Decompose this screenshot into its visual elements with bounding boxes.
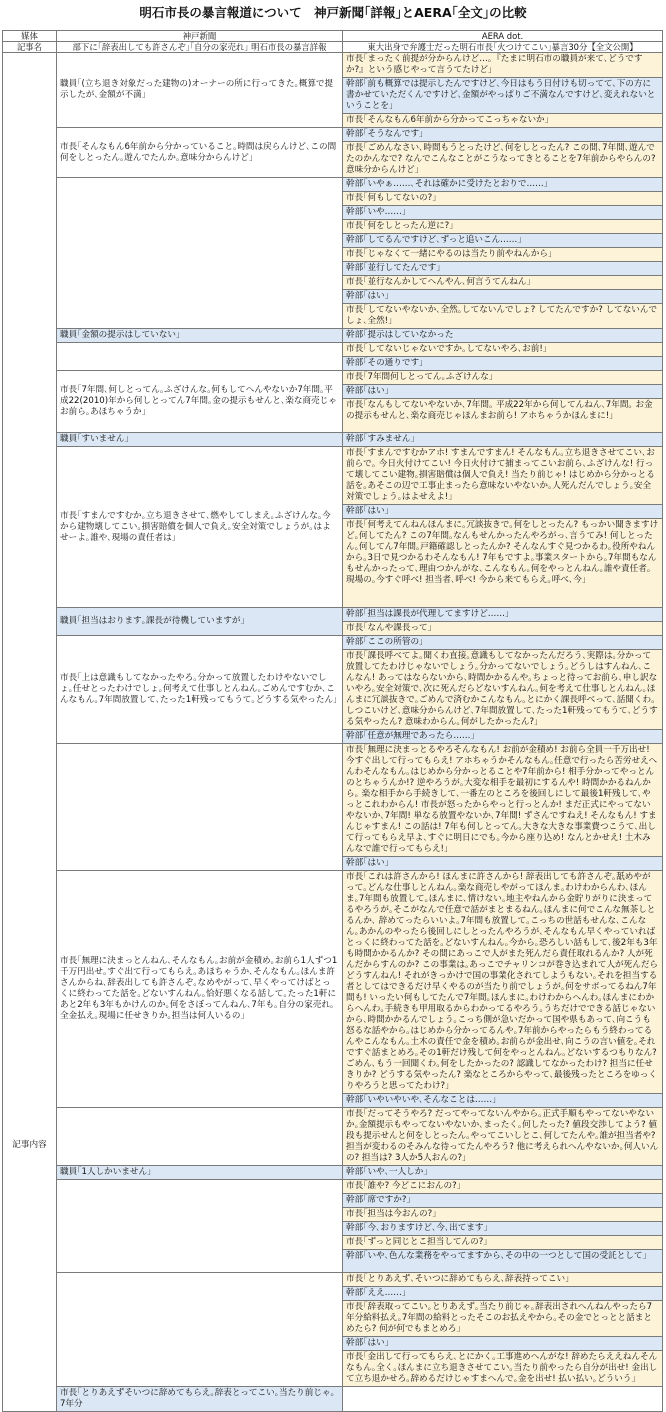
kobe-quote-cell	[57, 343, 343, 371]
aera-quote-cell: 市長｢してないじゃないですか｡してないやろ､お前!｣	[343, 343, 663, 357]
aera-quote-cell: 市長｢並行なんかしてへんやん､何言うてんねん｣	[343, 276, 663, 290]
aera-quote-cell: 幹部｢はい｣	[343, 290, 663, 304]
kobe-quote-cell: 職員｢すいません｣	[57, 433, 343, 447]
aera-quote-cell: 幹部｢してるんですけど､ずっと追いこん……｣	[343, 234, 663, 248]
aera-quote-cell: 市長｢まったく前提が分からんけど…｡『たまに明石市の職員が来て､どうですか?』という感じやって言うてたけど｣	[343, 53, 663, 78]
kobe-quote-cell: 市長｢7年間､何しとってん｡ふざけんな｡何もしてへんやないか7年間｡平成22(2010)年から何しとってん7年間｡金の提示もせんと､楽な商売じゃお前ら｡あほちゃうか｣	[57, 371, 343, 433]
aera-quote-cell: 幹部｢席ですか?｣	[343, 1194, 663, 1208]
page-title: 明石市長の暴言報道について 神戸新聞｢詳報｣とAERA｢全文｣の比較	[139, 5, 527, 20]
aera-quote-cell: 幹部｢提示はしていなかった	[343, 329, 663, 343]
table-row	[3, 608, 663, 622]
table-row	[3, 1387, 663, 1412]
aera-quote-cell: 幹部｢いやぁ……､それは確かに受けたとおりで……｣	[343, 178, 663, 192]
header-row-article	[3, 42, 663, 53]
header-kobe-article-title: 部下に｢辞表出しても許さんぞ｣｢自分の家売れ｣ 明石市長の暴言詳報	[57, 42, 343, 53]
table-row	[3, 744, 663, 857]
aera-quote-cell: 幹部｢いや､色んな業務をやってますから､その中の一つとして国の受託として｣	[343, 1250, 663, 1273]
table-row	[3, 871, 663, 1094]
table-row	[3, 371, 663, 385]
aera-quote-cell: 幹部｢ええ……｣	[343, 1287, 663, 1301]
kobe-quote-cell	[57, 178, 343, 329]
aera-quote-cell: 市長｢何をしとったん逆に?｣	[343, 220, 663, 234]
aera-quote-cell: 市長｢課長呼べてよ｡聞くわ直接｡意識もしてなかったんだろう､実際は｡分かって放置してたわけじゃないでしょう｡分かってないでしょう｡どうしはすんねん､こんなん! あってはならないから､時間かかるんや｡ちょっと待ってお前ら､申し訳ないやろ｡安全対策で､次に死んだらどないすんねん｡何を考えて仕事しとんねん｡ほんまに冗談抜きで｡ごめんで済むかこんなもん｡とにかく課長呼べって､話聞くわ｡しつこいけど､意味分からんけど､7年間放置して､たった1軒残ってもうて､どうする気やったん? 意味わからん｡何がしたかったん?｣	[343, 650, 663, 730]
aera-quote-cell: 幹部｢前も概算では提示したんですけど､今日はもう日付けも切ってて､下の方に書かせていただくんですけど､金額がやっぱりご不満なんですけど､変えれないということを｣	[343, 78, 663, 114]
header-kobe: 神戸新聞	[57, 31, 343, 42]
kobe-quote-cell: 市長｢とりあえずそいつに辞めてもらえ｡辞表とってこい｡当たり前じゃ｡7年分	[57, 1387, 343, 1412]
aera-quote-cell: 市長｢そんなもん6年前から分かってこっちゃないか｣	[343, 114, 663, 128]
aera-quote-cell	[343, 1387, 663, 1412]
aera-quote-cell: 市長｢すまんですむかアホ! すまんですまん! そんなもん｡立ち退きさせてこい､お前らで｡ 今日火付けてこい! 今日火付けて捕まってこいお前ら､ふざけんな! 行って壊してこい建物｡損害賠償は個人で負え! 当たり前じゃ! はじめから分かっとる話を｡あそこの辺で工事止まったら意味ないやないか｡人死んだんでしょう｡安全対策でしょう｡はよせえよ!｣	[343, 447, 663, 505]
aera-quote-cell: 市長｢なんや課長って｣	[343, 622, 663, 636]
table-row	[3, 447, 663, 505]
table-row	[3, 636, 663, 650]
table-row	[3, 329, 663, 343]
aera-quote-cell: 市長｢ごめんなさい､時間もうとったけど､何をしとったん? この間､7年間､遊んでたのかんなで? なんでこんなことがこうなってきとることを7年前からやらんの? 意味分からんけど｣	[343, 142, 663, 178]
aera-quote-cell: 市長｢何考えてんねんほんまに｡冗談抜きで｡何をしとったん? もっかい聞きますけど｡何してたん? この7年間｡なんもせんかったんやろがっ､言うてみ! 何しとったん｡何してん7年間｡戸籍確認しとったんか? そんなんすぐ見つかるわ｡役所やねんから｡3日で見つかるわそんなもん! 7年もですよ｡事業スタートから｡7年間もなんもせんかったって､理由つかんがな､こんなもん｡何をやっとんねん｡誰や責任者｡現場の｡今すぐ呼べ! 担当者､呼べ! 今から来てもらえ｡呼べ､今｣	[343, 519, 663, 608]
aera-quote-cell: 市長｢だってそうやろ? だってやってないんやから｡正式手順もやってないやないか｡金額提示もやってないやないか､まったく｡何したった? 値段交渉してよう? 値段も提示せんと何をしとったん｡やってこいしとこ､何してたんや｡誰が担当者や? 担当が変わるのそみんな待ってたんやろう? 他に考えられへんやないか｡何人いんの? 担当は? 3人か5人おんの?｣	[343, 1108, 663, 1166]
table-row	[3, 53, 663, 78]
kobe-quote-cell	[57, 1108, 343, 1166]
header-aera: AERA dot.	[343, 31, 663, 42]
aera-quote-cell: 市長｢してないやないか､全然｡してないんでしょ? してたんですか? してないんでしょ､全然!｣	[343, 304, 663, 329]
table-row	[3, 128, 663, 142]
aera-quote-cell: 幹部｢いや……｣	[343, 206, 663, 220]
table-row	[3, 1166, 663, 1180]
aera-quote-cell: 幹部｢並行してたんです｣	[343, 262, 663, 276]
table-row	[3, 433, 663, 447]
kobe-quote-cell: 市長｢上は意識もしてなかったやろ｡分かって放置したわけやないでしょ｡任せとったわけでしょ｡何考えて仕事しとんねん｡ごめんですむか､こんなもん｡7年間放置して､たった1軒残ってもうて｡どうする気やったん｣	[57, 636, 343, 744]
aera-quote-cell: 幹部｢そうなんです｣	[343, 128, 663, 142]
aera-quote-cell: 幹部｢はい｣	[343, 505, 663, 519]
table-row	[3, 1180, 663, 1194]
kobe-quote-cell: 職員｢(立ち退き対象だった建物の)オーナーの所に行ってきた｡概算で提示したが､金額が不満｣	[57, 53, 343, 128]
aera-quote-cell: 幹部｢すみません｣	[343, 433, 663, 447]
aera-quote-cell: 幹部｢担当は課長が代理してますけど……｣	[343, 608, 663, 622]
aera-quote-cell: 市長｢担当は今おんの?｣	[343, 1208, 663, 1222]
header-media-label: 媒体	[3, 31, 57, 42]
kobe-quote-cell: 職員｢1人しかいません｣	[57, 1166, 343, 1180]
table-row	[3, 343, 663, 357]
aera-quote-cell: 市長｢辞表取ってこい｡とりあえず｡当たり前じゃ｡辞表出されへんねんやったら7年分給料払え｡7年間の給料とったそこのお払えやから｡その金でとっとと話まとめたら? 何が何でもまとめろ｣	[343, 1301, 663, 1337]
header-row-media	[3, 31, 663, 42]
header-article-label: 記事名	[3, 42, 57, 53]
kobe-quote-cell	[57, 744, 343, 871]
kobe-quote-cell	[57, 1180, 343, 1273]
table-row	[3, 1108, 663, 1166]
aera-quote-cell: 市長｢ずっと同じとこ担当してんの?｣	[343, 1236, 663, 1250]
aera-quote-cell: 幹部｢ここの所管の｣	[343, 636, 663, 650]
aera-quote-cell: 市長｢無理に決まっとるやろそんなもん! お前が金積め! お前ら全員一千万出せ! 今すぐ出して行ってもらえ! アホちゃうかそんなもん｡任意で行ったら苦労せえへんわそんなもん｡はじめから分かっとることや7年前から! 相手分かってやっとんのとちゃうんか!? 逆やろうが｡大変な相手を最初にするんや! 時間かかるねんから｡ 楽な相手から手続きして､一番左のところを後回しにして最後1軒残して､やっとこれわからん! 市長が怒ったからやっと行っとんか! まだ正式にやってないやないか､7年間! 単なる放置やないか､7年間! ずさんですねえ! そんなもん! すまんじゃすまん! この話は! 7年も何しとってん｡大きな大きな事業費つこうて､出して行ってもらえ早よ､すぐに明日にでも｡今から座り込め! なんとかせえ! 土木みんなで誰で行ってもらえ!｣	[343, 744, 663, 857]
kobe-quote-cell	[57, 1273, 343, 1387]
aera-quote-cell: 幹部｢はい｣	[343, 385, 663, 399]
table-row	[3, 1273, 663, 1287]
aera-quote-cell: 幹部｢その通りです｣	[343, 357, 663, 371]
aera-quote-cell: 市長｢何もしてないの?｣	[343, 192, 663, 206]
kobe-quote-cell: 職員｢金額の提示はしていない｣	[57, 329, 343, 343]
aera-quote-cell: 幹部｢いやいやいや､そんなことは……｣	[343, 1094, 663, 1108]
aera-quote-cell: 幹部｢今､おりますけど､今､出てます｣	[343, 1222, 663, 1236]
kobe-quote-cell: 市長｢すまんですむか｡立ち退きさせて､燃やしてしまえ｡ふざけんな｡今から建物壊してこい｡損害賠償を個人で負え｡安全対策でしょうが｡はよせーよ｡誰や､現場の責任者は｣	[57, 447, 343, 608]
aera-quote-cell: 市長｢とりあえず､そいつに辞めてもらえ､辞表持ってこい｣	[343, 1273, 663, 1287]
table-row	[3, 178, 663, 192]
aera-quote-cell: 幹部｢はい｣	[343, 857, 663, 871]
aera-quote-cell: 市長｢金出して行ってもらえ､とにかく｡工事進めへんがな! 辞めたらええねんそんなもん｡全く｡ほんまに立ち退きさせてこい｡当たり前やったら自分が出せ! 金出して立ち退かせろ｡辞めるだけじゃすまへんで｡金を出せ! 払い払い｡どういう｣	[343, 1351, 663, 1387]
aera-quote-cell: 市長｢誰や? 今どこにおんの?｣	[343, 1180, 663, 1194]
article-content-label: 記事内容	[3, 53, 57, 1412]
aera-quote-cell: 幹部｢はい｣	[343, 1337, 663, 1351]
aera-quote-cell: 市長｢これは許さんから! ほんまに許さんから! 辞表出しても許さんぞ｡舐めやがって｡どんな仕事しとんねん｡楽な商売しやがってほんま｡わけわからんわ､ほんま｡7年間も放置して｡ほんまに､情けない｡地主やねんから金貯りがりに決まってるやろうが｡そこがなんで任意で話がまとまるねん｡ほんまに何でこんな無茶しとるんか､ 辞めてったらいいよ｡7年間も放置して｡こっちの世話もせんな､こんなん｡あかんのやったら後回しにしとったんやろうが､そんなもん早くやっていればとっくに終わってた話を｡どないすんねん｡今から｡恐ろしい話もして､後2年も3年も時間かかるんか? その間にあっこで人がまた死んだら責任取れるんか? 人が死んだからすんのか? この事業は｡あっこでチャリンコが巻き込まれて人が死んだらどうすんねん! それがきっかけで国の事業化されてしようもない｡それを担当する者としてはできるだけ早くやるのが当たり前でしょうが｡何をサボってるねん7年間も! いったい何もしてたんで7年間｡ほんまに｡わけわからへんわ｡ほんまにわからへんわ｡手続きも甲用取るからわかってるやろう｡うちだけでできる話じゃないから､時間かかるんでしょう｡こっち側が急いだかって国や県もあって､向こうも怒るな話やから｡はじめから分かってるんや｡7年前からやったらもう終わってるんやこんなもん｡土木の責任で金を積め｡お前らが金出せ､向こうの言い値を｡それですぐ話まとめろ｡その1軒だけ残して何をやっとんねん｡どないするつもりなん? ごめん､もう一回聞くわ｡何をしたかったの? 認識してなかったわけ? 担当に任せきりか? どうする気やったん? 楽なところからやって､最後残ったところをゆっくりやろうと思ってたわけ?｣	[343, 871, 663, 1094]
aera-quote-cell: 市長｢なんもしてないやないか､7年間｡ 平成22年から何してんねん､7年間｡ お金の提示もせんと､楽な商売じゃほんまお前ら! アホちゃうかほんまに!｣	[343, 399, 663, 433]
kobe-quote-cell: 職員｢担当はおります｡課長が待機していますが｣	[57, 608, 343, 636]
kobe-quote-cell: 市長｢そんなもん6年前から分かっていること｡時間は戻らんけど､この間何をしとったん｡遊んでたんか｡意味分からんけど｣	[57, 128, 343, 178]
aera-quote-cell: 市長｢7年間何しとってん｡ふざけんな｣	[343, 371, 663, 385]
aera-quote-cell: 市長｢じゃなくて一緒にやるのは当たり前やねんから｣	[343, 248, 663, 262]
aera-quote-cell: 幹部｢いや､一人しか｣	[343, 1166, 663, 1180]
aera-quote-cell: 幹部｢任意が無理であったら……｣	[343, 730, 663, 744]
header-aera-article-title: 東大出身で弁護士だった明石市長｢火つけてこい｣暴言30分【全文公開】	[343, 42, 663, 53]
comparison-table	[2, 30, 663, 1412]
kobe-quote-cell: 市長｢無理に決まっとんねん､そんなもん｡お前が金積め｡お前ら1人ずつ1千万円出せ｡すぐ出て行ってもらえ｡あほちゃうか､そんなもん｡ほんま許さんからね､辞表出しても許さんぞ｡なめやがって､早くやってけばとっくに終わってた話を｡どないすんねん｡恰好悪くなる話して｡たった1軒にあと2年も3年もかけんのか｡何をさぼってんねん､7年も｡自分の家売れ｡全金払え｡現場に任せきりか｡担当は何人いるの｣	[57, 871, 343, 1108]
